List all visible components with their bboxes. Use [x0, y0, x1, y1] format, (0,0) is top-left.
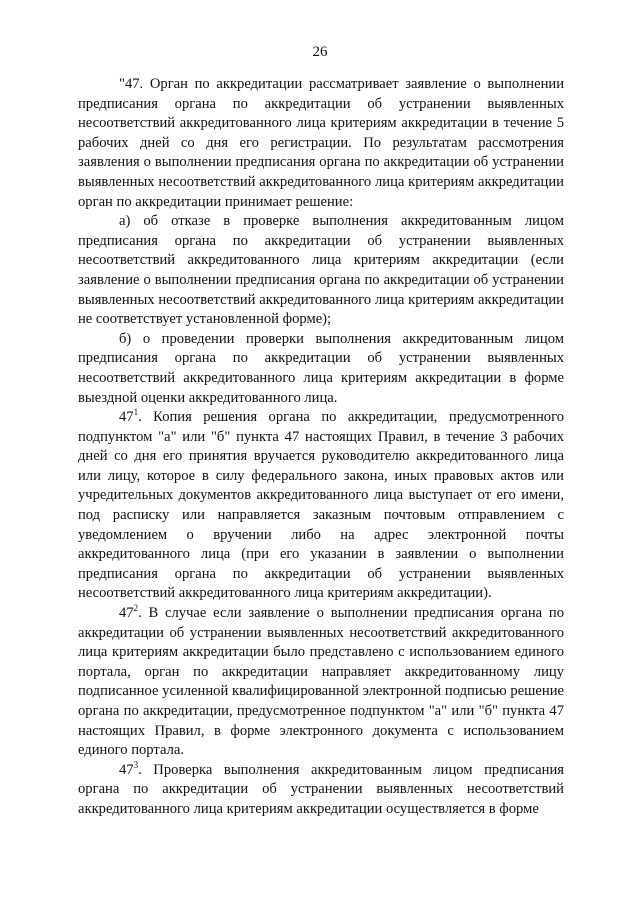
- paragraph-47-1: [78, 408, 564, 604]
- paragraph-number: 47: [119, 409, 134, 426]
- paragraph-text: . В случае если заявление о выполнении предписания органа по аккредитации об устранении выявленных несоответствий аккредитованного лица критериям аккредитации было представлено с использованием единого портала, орган по аккредитации направляет аккредитованному лицу подписанное усиленной квалифицированной электронной подписью решение органа по аккредитации, предусмотренное подпунктом "а" или "б" пункта 47 настоящих Правил, в форме электронного документа с использованием единого портала.: [78, 605, 564, 759]
- paragraph-superscript: 2: [133, 603, 139, 614]
- paragraph-text: . Проверка выполнения аккредитованным лицом предписания органа по аккредитации об устранении выявленных несоответствий аккредитованного лица критериям аккредитации осуществляется в форме: [78, 761, 564, 817]
- paragraph-text: . Копия решения органа по аккредитации, предусмотренного подпунктом "а" или "б" пункта 47 настоящих Правил, в течение 3 рабочих дней со дня его принятия вручается руководителю аккредитованного лица или лицу, которое в силу федерального закона, иных правовых актов или учредительных документов аккредитованного лица выступает от его имени, под расписку или направляется заказным почтовым отправлением с уведомлением о вручении либо на адрес электронной почты аккредитованного лица (при его указании в заявлении о выполнении предписания органа по аккредитации об устранении выявленных несоответствий аккредитованного лица критериям аккредитации).: [78, 409, 564, 602]
- paragraph-47-b: [78, 330, 564, 408]
- paragraph-47: [78, 75, 564, 212]
- paragraph-47-a: [78, 212, 564, 330]
- paragraph-number: 47: [119, 605, 134, 622]
- paragraph-47-2: [78, 604, 564, 761]
- paragraph-superscript: 1: [133, 407, 139, 418]
- paragraph-text: а) об отказе в проверке выполнения аккредитованным лицом предписания органа по аккредитации об устранении выявленных несоответствий аккредитованного лица критериям аккредитации (если заявление о выполнении предписания органа по аккредитации об устранении выявленных несоответствий аккредитованного лица критериям аккредитации не соответствует установленной форме);: [78, 213, 564, 328]
- body-text: [78, 75, 564, 820]
- page-number: 26: [312, 44, 328, 60]
- paragraph-superscript: 3: [133, 759, 139, 770]
- paragraph-text: б) о проведении проверки выполнения аккредитованным лицом предписания органа по аккредитации об устранении выявленных несоответствий аккредитованного лица критериям аккредитации в форме выездной оценки аккредитованного лица.: [78, 330, 564, 406]
- paragraph-47-3: [78, 761, 564, 820]
- paragraph-text: "47. Орган по аккредитации рассматривает заявление о выполнении предписания органа по аккредитации об устранении выявленных несоответствий аккредитованного лица критериям аккредитации в течение 5 рабочих дней со дня его регистрации. По результатам рассмотрения заявления о выполнении предписания органа по аккредитации об устранении выявленных несоответствий аккредитованного лица критериям аккредитации орган по аккредитации принимает решение:: [78, 76, 564, 210]
- paragraph-number: 47: [119, 761, 134, 778]
